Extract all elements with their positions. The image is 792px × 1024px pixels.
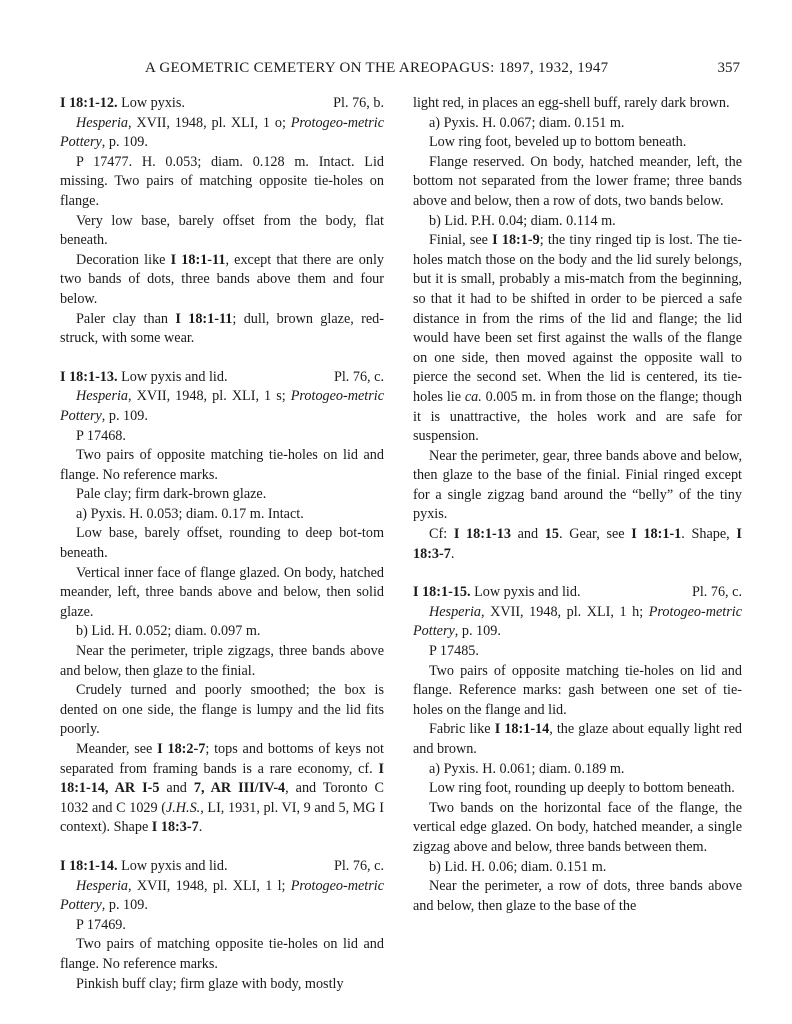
paragraph: Flange reserved. On body, hatched meander, left, the bottom not separated from the lower frame; three bands above and below, then a row of dots, two bands below. <box>413 153 742 209</box>
entry-title: Low pyxis and lid. <box>117 857 228 874</box>
right-column <box>413 94 742 916</box>
running-title: A GEOMETRIC CEMETERY ON THE AREOPAGUS: 1897, 1932, 1947 <box>145 60 609 76</box>
paragraph: Pinkish buff clay; firm glaze with body, mostly <box>76 975 344 992</box>
paragraph: Low ring foot, beveled up to bottom beneath. <box>429 134 687 151</box>
paragraph: Near the perimeter, a row of dots, three bands above and below, then glaze to the base of the <box>413 878 742 914</box>
bibliography: Hesperia, XVII, 1948, pl. XLI, 1 o; Protogeo-metric Pottery, p. 109. <box>60 114 384 151</box>
paragraph: Low base, barely offset, rounding to deep bot-tom beneath. <box>60 525 384 562</box>
bibliography: Hesperia, XVII, 1948, pl. XLI, 1 l; Protogeo-metric Pottery, p. 109. <box>60 877 384 914</box>
paragraph: Low ring foot, rounding up deeply to bottom beneath. <box>429 780 735 797</box>
bibliography: Hesperia, XVII, 1948, pl. XLI, 1 s; Protogeo-metric Pottery, p. 109. <box>60 388 384 424</box>
page-header <box>60 60 740 82</box>
paragraph: Very low base, barely offset from the body, flat beneath. <box>60 212 384 249</box>
left-column <box>60 94 384 994</box>
paragraph: Finial, see I 18:1-9; the tiny ringed tip is lost. The tie-holes match those on the body and the lid surely belongs, but it is small, probably a mis-match from the beginning, so that it had to be shifted in order to be pierced a safe distance in from the rims of the lid and flange; the lid would have been set first against the walls of the flange on one side, then moved against the opposite wall to pierce the second set. When the lid is centered, its tie-holes lie ca. 0.005 m. in from those on the flange; though it is unattractive, the holes work and are safe for suspension. <box>413 232 742 445</box>
entry-heading <box>60 368 384 388</box>
paragraph: b) Lid. H. 0.052; diam. 0.097 m. <box>76 623 261 640</box>
page-number: 357 <box>717 60 740 76</box>
catalogue-id: I 18:1-12. <box>60 95 118 111</box>
paragraph: Paler clay than I 18:1-11; dull, brown glaze, red-struck, with some wear. <box>60 310 384 347</box>
paragraph: b) Lid. H. 0.06; diam. 0.151 m. <box>429 858 607 875</box>
entry-heading <box>60 857 384 877</box>
paragraph: Vertical inner face of flange glazed. On body, hatched meander, left, three bands above and below, then solid glaze. <box>60 564 384 620</box>
paragraph: a) Pyxis. H. 0.061; diam. 0.189 m. <box>429 760 625 777</box>
paragraph: Meander, see I 18:2-7; tops and bottoms of keys not separated from framing bands is a rare economy, cf. I 18:1-14, AR I-5 and 7, AR III/IV-4, and Toronto C 1032 and C 1029 (J.H.S., LI, 1931, pl. VI, 9 and 5, MG I context). Shape I 18:3-7. <box>60 741 384 836</box>
paragraph: Two pairs of opposite matching tie-holes on lid and flange. No reference marks. <box>60 447 384 483</box>
plate-ref: Pl. 76, c. <box>691 584 742 601</box>
paragraph: Near the perimeter, triple zigzags, three bands above and below, then glaze to the finial. <box>60 643 384 679</box>
paragraph: Near the perimeter, gear, three bands above and below, then glaze to the base of the finial. Finial ringed except for a single zigzag band around the “belly” of the tiny pyxis. <box>413 447 742 523</box>
catalogue-id: I 18:1-14. <box>60 857 118 874</box>
catalogue-id: I 18:1-15. <box>413 584 471 601</box>
plate-ref: Pl. 76, c. <box>333 368 384 385</box>
plate-ref: Pl. 76, b. <box>333 95 384 111</box>
paragraph: Two pairs of matching opposite tie-holes on lid and flange. No reference marks. <box>60 936 384 972</box>
paragraph: Two pairs of opposite matching tie-holes on lid and flange. Reference marks: gash between one set of tie-holes on the flange and lid. <box>413 662 742 718</box>
paragraph: P 17477. H. 0.053; diam. 0.128 m. Intact. Lid missing. Two pairs of matching opposite tie-holes on flange. <box>60 153 384 209</box>
paragraph: Decoration like I 18:1-11, except that there are only two bands of dots, three bands above them and four below. <box>60 251 384 307</box>
entry-title: Low pyxis and lid. <box>117 368 228 385</box>
paragraph: P 17468. <box>76 427 126 444</box>
paragraph: P 17469. <box>76 916 126 933</box>
catalogue-id: I 18:1-13. <box>60 368 118 385</box>
paragraph: light red, in places an egg-shell buff, rarely dark brown. <box>413 95 730 111</box>
paragraph: a) Pyxis. H. 0.053; diam. 0.17 m. Intact. <box>76 505 304 522</box>
entry-heading <box>60 94 384 114</box>
plate-ref: Pl. 76, c. <box>333 857 384 874</box>
paragraph: Two bands on the horizontal face of the flange, the vertical edge glazed. On body, hatched meander, a single zigzag above and below, three bands between them. <box>413 799 742 855</box>
paragraph: Fabric like I 18:1-14, the glaze about equally light red and brown. <box>413 721 742 757</box>
paragraph: P 17485. <box>429 643 479 660</box>
paragraph: b) Lid. P.H. 0.04; diam. 0.114 m. <box>429 212 616 229</box>
paragraph: Crudely turned and poorly smoothed; the box is dented on one side, the flange is lumpy and the lid fits poorly. <box>60 682 384 738</box>
entry-title: Low pyxis. <box>117 95 185 111</box>
entry-heading <box>413 583 742 603</box>
paragraph: Pale clay; firm dark-brown glaze. <box>76 486 267 503</box>
paragraph: Cf: I 18:1-13 and 15. Gear, see I 18:1-1. Shape, I 18:3-7. <box>413 526 742 562</box>
bibliography: Hesperia, XVII, 1948, pl. XLI, 1 h; Protogeo-metric Pottery, p. 109. <box>413 603 742 640</box>
entry-title: Low pyxis and lid. <box>470 584 581 601</box>
paragraph: a) Pyxis. H. 0.067; diam. 0.151 m. <box>429 114 625 131</box>
